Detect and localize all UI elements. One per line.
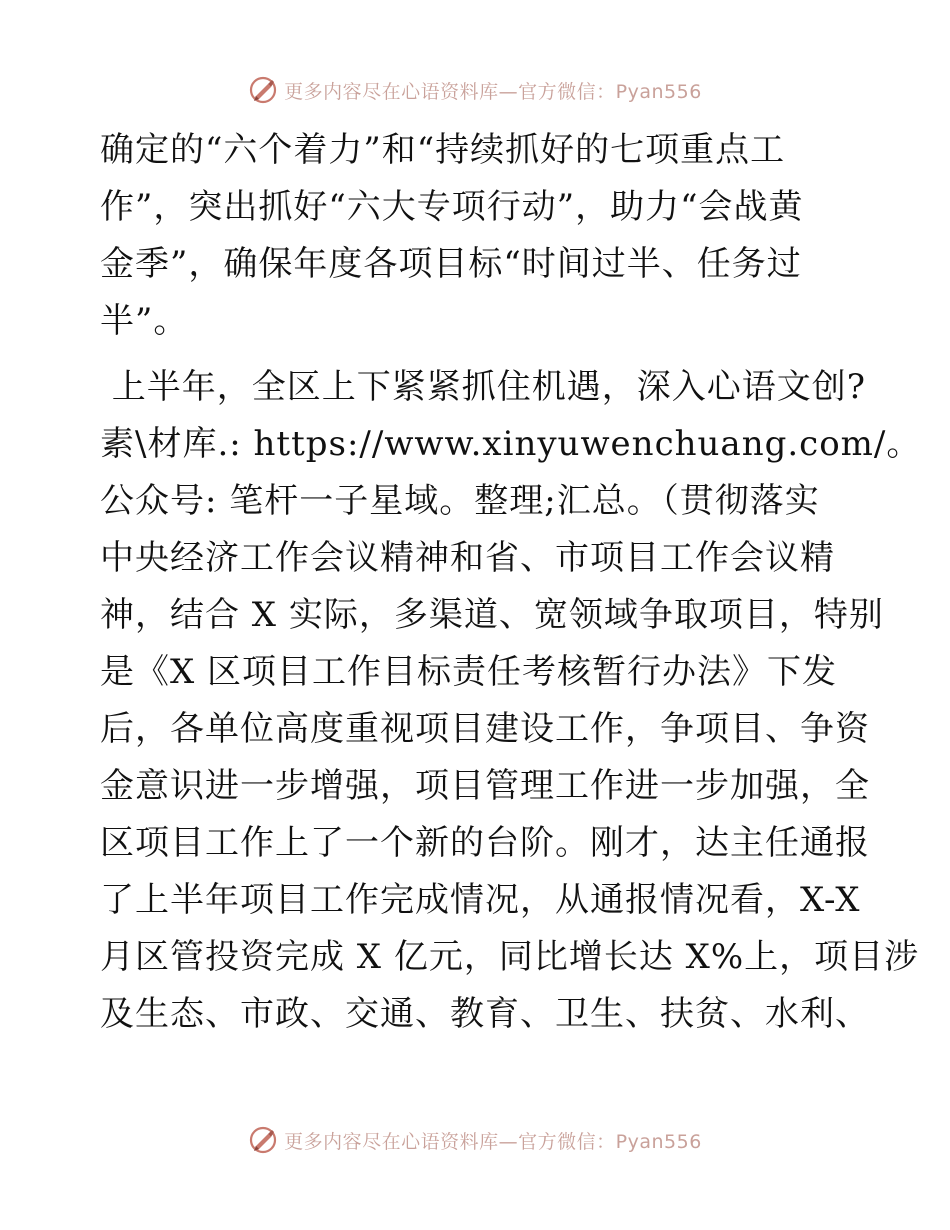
text-line: 神，结合 X 实际，多渠道、宽领域争取项目，特别 [100, 595, 884, 635]
footer-banner-text: 更多内容尽在心语资料库—官方微信：Pyan556 [284, 1130, 702, 1153]
pen-logo-icon [248, 1125, 278, 1155]
text-line: 公众号: 笔杆一子星域。整理;汇总。（贯彻落实 [100, 481, 820, 521]
text-line: 区项目工作上了一个新的台阶。刚才，达主任通报 [100, 823, 870, 863]
text-line: 后，各单位高度重视项目建设工作，争项目、争资 [100, 709, 870, 749]
text-line: 半”。 [100, 301, 189, 341]
text-line: 是《X 区项目工作目标责任考核暂行办法》下发 [100, 652, 838, 692]
text-line: 素\材库.: https://www.xinyuwenchuang.com/。 [100, 424, 922, 464]
text-line: 月区管投资完成 X 亿元，同比增长达 X%上，项目涉 [100, 937, 920, 977]
text-line: 及生态、市政、交通、教育、卫生、扶贫、水利、 [100, 994, 870, 1034]
pen-logo-icon [248, 75, 278, 105]
text-line: 确定的“六个着力”和“持续抓好的七项重点工 [100, 130, 786, 170]
document-body [100, 122, 922, 1043]
text-line: 作”，突出抓好“六大专项行动”，助力“会战黄 [100, 187, 804, 227]
header-banner [0, 70, 950, 110]
paragraph-1 [100, 122, 860, 350]
text-line: 上半年，全区上下紧紧抓住机遇，深入心语文创? [100, 367, 867, 407]
paragraph-gap [100, 350, 860, 359]
header-banner-text: 更多内容尽在心语资料库—官方微信：Pyan556 [284, 80, 702, 103]
paragraph-2 [100, 359, 922, 1043]
text-line: 中央经济工作会议精神和省、市项目工作会议精 [100, 538, 835, 578]
text-line: 金意识进一步增强，项目管理工作进一步加强，全 [100, 766, 870, 806]
text-line: 金季”，确保年度各项目标“时间过半、任务过 [100, 244, 802, 284]
footer-banner [0, 1120, 950, 1160]
text-line: 了上半年项目工作完成情况，从通报情况看，X-X [100, 880, 861, 920]
